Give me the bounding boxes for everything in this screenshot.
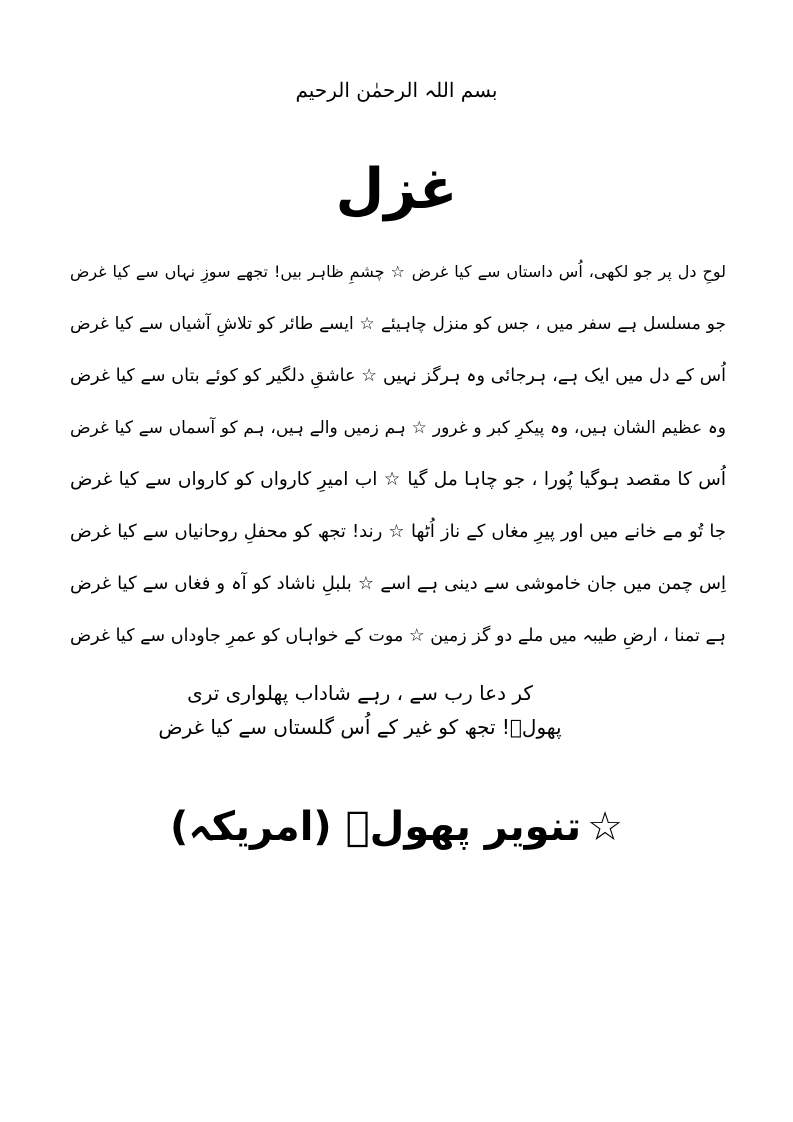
star-icon: ☆ (587, 804, 623, 850)
poet-name: تنویر پھولؔ (345, 804, 582, 850)
couplet-line: جا تُو مے خانے میں اور پیرِ مغاں کے ناز اُٹھا ☆ رند! تجھ کو محفلِ روحانیاں سے کیا غرض (70, 521, 726, 542)
closing-line-2: پھولؔ! تجھ کو غیر کے اُس گلستاں سے کیا غرض (158, 715, 562, 739)
couplet-line: ہے تمنا ، ارضِ طیبہ میں ملے دو گز زمین ☆ موت کے خواہاں کو عمرِ جاوداں سے کیا غرض (70, 626, 726, 646)
ghazal-couplets (70, 248, 726, 664)
couplet-line: جو مسلسل ہے سفر میں ، جس کو منزل چاہیئے ☆ ایسے طائر کو تلاشِ آشیاں سے کیا غرض (70, 314, 726, 334)
closing-couplet (150, 676, 570, 744)
closing-line-1: کر دعا رب سے ، رہے شاداب پھلواری تری (187, 681, 533, 705)
poet-location: (امریکہ) (170, 804, 332, 850)
couplet-line: اُس کا مقصد ہوگیا پُورا ، جو چاہا مل گیا ☆ اب امیرِ کارواں کو کارواں سے کیا غرض (70, 469, 726, 490)
couplet-line: لوحِ دل پر جو لکھی، اُس داستاں سے کیا غرض ☆ چشمِ ظاہر بیں! تجھے سوزِ نہاں سے کیا غرض (70, 262, 726, 281)
page-title: غزل (335, 157, 458, 222)
couplet-line: وہ عظیم الشان ہیں، وہ پیکرِ کبر و غرور ☆ ہم زمیں والے ہیں، ہم کو آسماں سے کیا غرض (70, 418, 726, 438)
poet-signature (0, 792, 793, 862)
couplet-line: اِس چمن میں جان خاموشی سے دینی ہے اسے ☆ بلبلِ ناشاد کو آہ و فغاں سے کیا غرض (70, 573, 726, 594)
bismillah-heading: بسم اللہ الرحمٰن الرحیم (295, 78, 498, 102)
couplet-line: اُس کے دل میں ایک ہے، ہرجائی وہ ہرگز نہیں ☆ عاشقِ دلگیر کو کوئے بتاں سے کیا غرض (70, 366, 726, 386)
